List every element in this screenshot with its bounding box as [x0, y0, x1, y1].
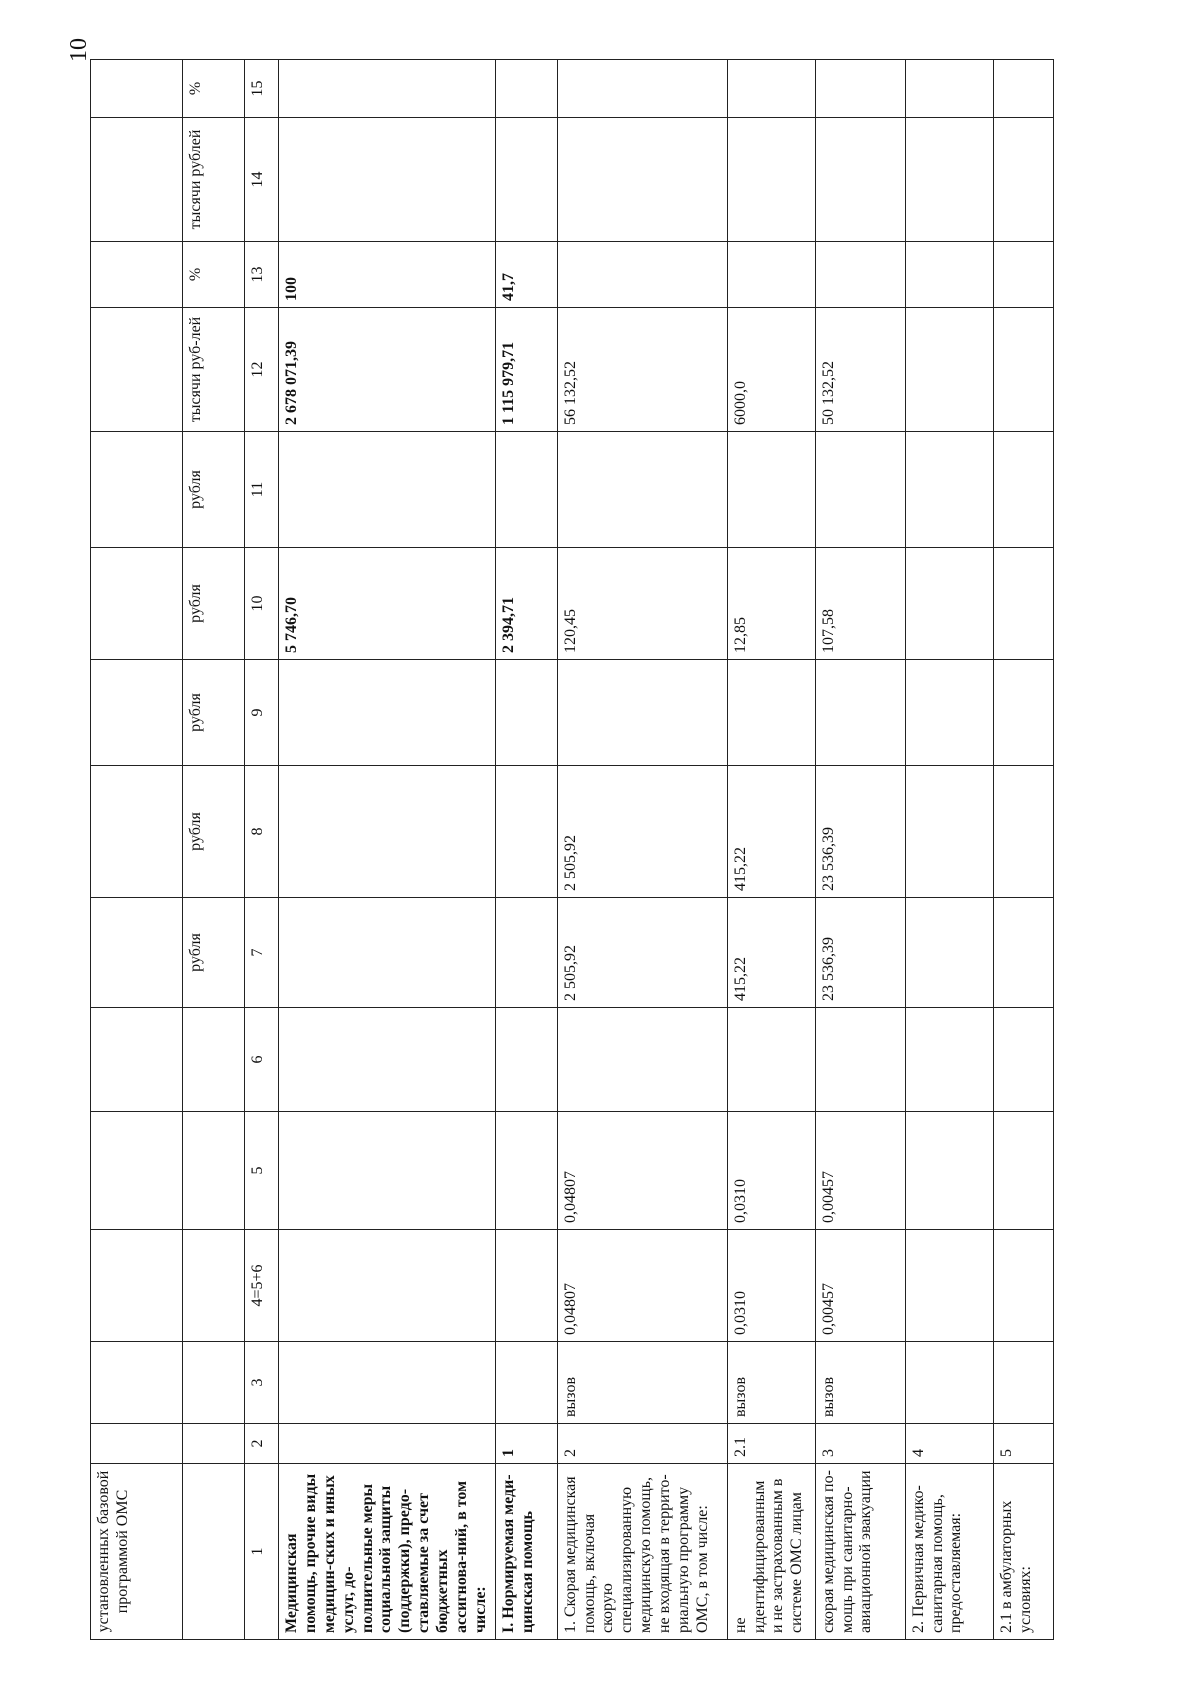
unit-col-15: % — [183, 60, 245, 118]
row-label: 2.1 в амбулаторных условиях: — [993, 1464, 1053, 1640]
colnum-15: 15 — [245, 60, 279, 118]
row-label: I. Нормируемая меди-цинская помощь — [495, 1464, 557, 1640]
colnum-11: 11 — [245, 432, 279, 548]
colnum-2: 2 — [245, 1424, 279, 1464]
header-colnum-row — [245, 60, 279, 1640]
row-label: скорая медицинская по-мощь при санитарно-авиационной эвакуации — [815, 1464, 905, 1640]
colnum-6: 6 — [245, 1008, 279, 1112]
row-label: не идентифицированным и не застрахованным в системе ОМС лицам — [727, 1464, 815, 1640]
header-title-cell: установленных базовой программой ОМС — [91, 1464, 183, 1640]
header-units-row — [183, 60, 245, 1640]
unit-col-11: рубля — [183, 432, 245, 548]
colnum-9: 9 — [245, 660, 279, 766]
unit-col-12: тысячи руб-лей — [183, 308, 245, 432]
colnum-3: 3 — [245, 1342, 279, 1424]
page-number: 10 — [66, 38, 92, 62]
colnum-10: 10 — [245, 548, 279, 660]
colnum-7: 7 — [245, 898, 279, 1008]
unit-col-7: рубля — [183, 898, 245, 1008]
row-label: 1. Скорая медицинская помощь, включая скорую специализированную медицинскую помощь, не входящая в террито-риальную программу ОМС, в том числе: — [557, 1464, 727, 1640]
unit-col-14: тысячи рублей — [183, 118, 245, 242]
colnum-14: 14 — [245, 118, 279, 242]
financing-table — [90, 59, 1054, 1640]
colnum-4: 4=5+6 — [245, 1230, 279, 1342]
table-row: скорая медицинская по-мощь при санитарно-авиационной эвакуации 3 вызов 0,00457 0,00457 23 536,39 23 536,39 107,58 50 132,52 — [815, 60, 905, 1640]
row-label: 2. Первичная медико-санитарная помощь, предоставляемая: — [905, 1464, 993, 1640]
table-row: не идентифицированным и не застрахованным в системе ОМС лицам 2.1 вызов 0,0310 0,0310 415,22 415,22 12,85 6000,0 — [727, 60, 815, 1640]
colnum-5: 5 — [245, 1112, 279, 1230]
colnum-1: 1 — [245, 1464, 279, 1640]
table-row: 2.1 в амбулаторных условиях: 5 — [993, 60, 1053, 1640]
colnum-8: 8 — [245, 766, 279, 898]
row-label: Медицинская помощь, прочие виды медицин-ских и иных услуг, до-полнительные меры социальной защиты (поддержки), предо-ставляемые за счет бюджетных ассигнова-ний, в том числе: — [279, 1464, 496, 1640]
unit-col-9: рубля — [183, 660, 245, 766]
table-row: 1. Скорая медицинская помощь, включая скорую специализированную медицинскую помощь, не входящая в террито-риальную программу ОМС, в том числе: 2 вызов 0,04807 0,04807 2 505,92 2 505,92 120,45 56 132,52 — [557, 60, 727, 1640]
rotated-table-container — [90, 60, 1040, 1640]
colnum-12: 12 — [245, 308, 279, 432]
header-title-row — [91, 60, 183, 1640]
unit-col-10: рубля — [183, 548, 245, 660]
colnum-13: 13 — [245, 242, 279, 308]
table-row: Медицинская помощь, прочие виды медицин-ских и иных услуг, до-полнительные меры социальной защиты (поддержки), предо-ставляемые за счет бюджетных ассигнова-ний, в том числе: 5 746,70 2 678 071,39 100 — [279, 60, 496, 1640]
table-row: 2. Первичная медико-санитарная помощь, предоставляемая: 4 — [905, 60, 993, 1640]
unit-col-8: рубля — [183, 766, 245, 898]
unit-col-13: % — [183, 242, 245, 308]
table-row: I. Нормируемая меди-цинская помощь 1 2 394,71 1 115 979,71 41,7 — [495, 60, 557, 1640]
